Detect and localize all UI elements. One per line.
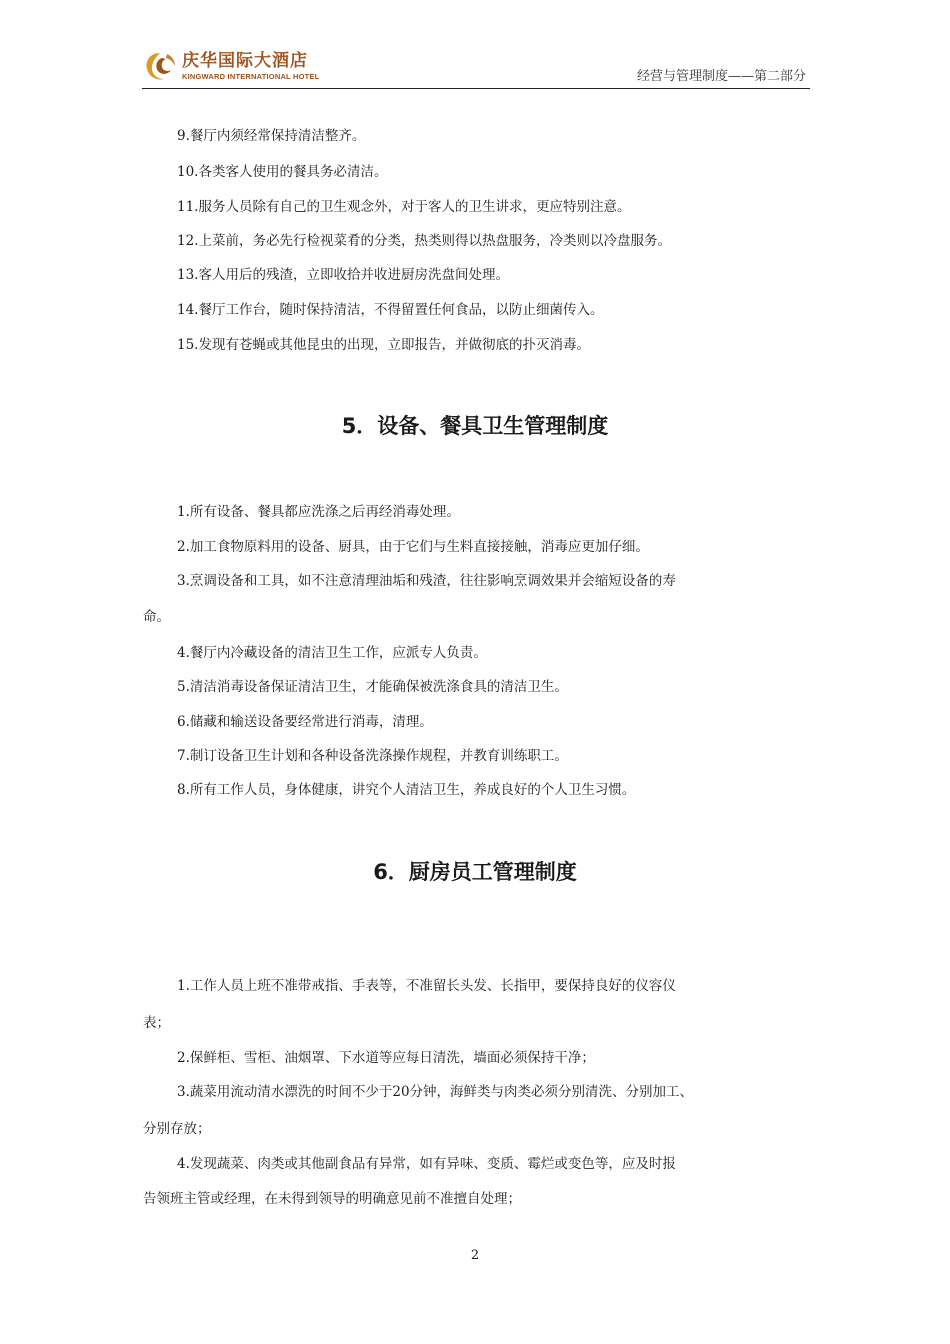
section-title: 经营与管理制度——第二部分 <box>636 69 806 84</box>
hotel-logo <box>142 50 319 84</box>
page-header <box>142 44 810 89</box>
list-item: 13.客人用后的残渣，立即收拾并收进厨房洗盘间处理。 <box>177 267 509 283</box>
list-item: 10.各类客人使用的餐具务必清洁。 <box>177 164 388 180</box>
list-item: 12.上菜前，务必先行检视菜肴的分类，热类则得以热盘服务，冷类则以冷盘服务。 <box>177 233 671 249</box>
list-item-continuation: 表； <box>143 1015 170 1031</box>
list-item: 2.保鲜柜、雪柜、油烟罩、下水道等应每日清洗，墙面必须保持干净； <box>177 1050 595 1066</box>
logo-chinese-name: 庆华国际大酒店 <box>182 51 308 72</box>
list-item-continuation: 告领班主管或经理，在未得到领导的明确意见前不准擅自处理； <box>143 1191 521 1207</box>
list-item: 4.餐厅内冷藏设备的清洁卫生工作，应派专人负责。 <box>177 645 487 661</box>
list-item: 7.制订设备卫生计划和各种设备洗涤操作规程，并教育训练职工。 <box>177 748 568 764</box>
list-item: 3.蔬菜用流动清水漂洗的时间不少于20分钟，海鲜类与肉类必须分别清洗、分别加工、 <box>177 1084 694 1100</box>
list-item: 2.加工食物原料用的设备、厨具，由于它们与生料直接接触，消毒应更加仔细。 <box>177 539 649 555</box>
list-item: 5.清洁消毒设备保证清洁卫生，才能确保被洗涤食具的清洁卫生。 <box>177 679 568 695</box>
logo-english-name: KINGWARD INTERNATIONAL HOTEL <box>182 72 320 82</box>
list-item: 1.工作人员上班不准带戒指、手表等，不准留长头发、长指甲，要保持良好的仪容仪 <box>177 978 676 994</box>
section-heading-6: 6．厨房员工管理制度 <box>373 860 577 884</box>
list-item-continuation: 命。 <box>143 609 170 625</box>
list-item: 6.储藏和输送设备要经常进行消毒，清理。 <box>177 714 433 730</box>
page-number: 2 <box>470 1248 480 1263</box>
list-item: 1.所有设备、餐具都应洗涤之后再经消毒处理。 <box>177 504 460 520</box>
list-item: 4.发现蔬菜、肉类或其他副食品有异常，如有异味、变质、霉烂或变色等，应及时报 <box>177 1156 676 1172</box>
list-item: 8.所有工作人员，身体健康，讲究个人清洁卫生，养成良好的个人卫生习惯。 <box>177 782 636 798</box>
list-item: 9.餐厅内须经常保持清洁整齐。 <box>177 128 366 144</box>
list-item-continuation: 分别存放； <box>143 1121 211 1137</box>
list-item: 15.发现有苍蝇或其他昆虫的出现，立即报告，并做彻底的扑灭消毒。 <box>177 337 590 353</box>
section-heading-5: 5．设备、餐具卫生管理制度 <box>341 414 609 438</box>
list-item: 14.餐厅工作台，随时保持清洁，不得留置任何食品，以防止细菌传入。 <box>177 302 604 318</box>
list-item: 3.烹调设备和工具，如不注意清理油垢和残渣，往往影响烹调效果并会缩短设备的寿 <box>177 573 676 589</box>
list-item: 11.服务人员除有自己的卫生观念外，对于客人的卫生讲求，更应特别注意。 <box>177 199 631 215</box>
hotel-logo-icon <box>142 50 178 84</box>
